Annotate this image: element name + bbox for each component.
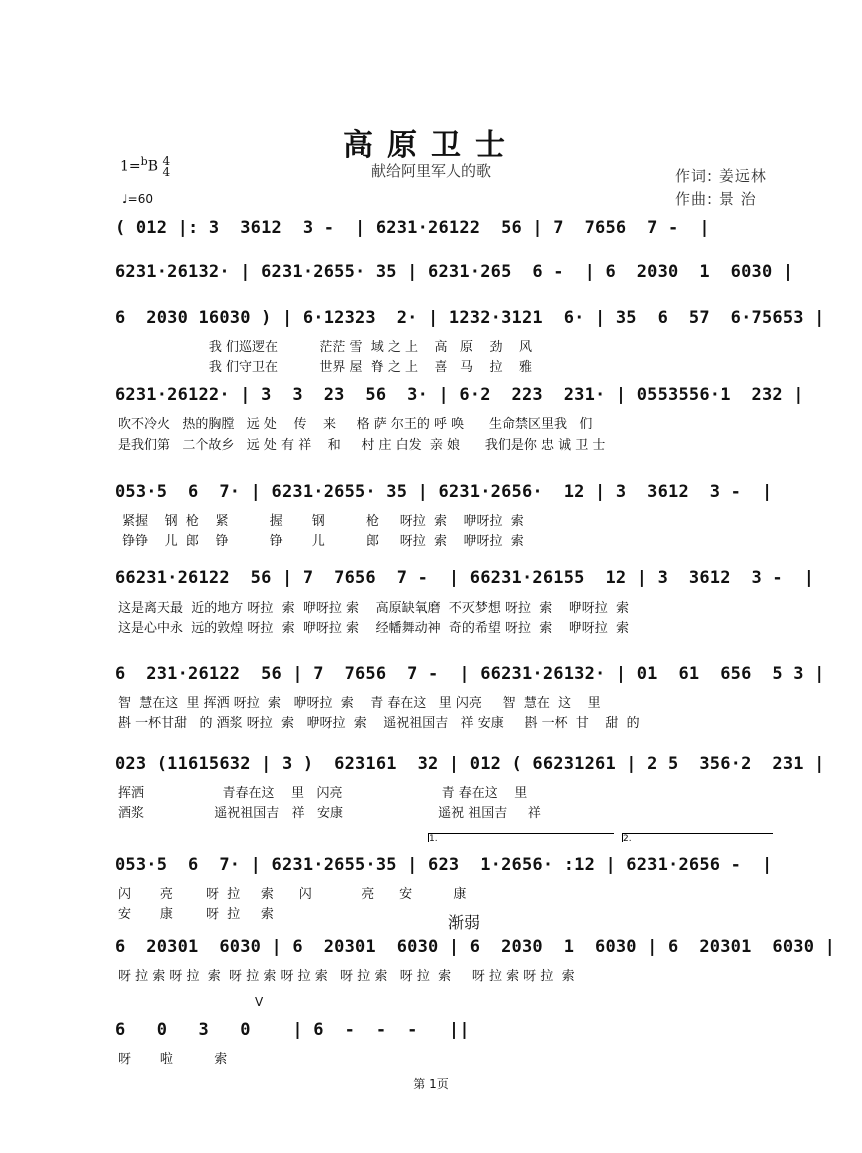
song-title: 高原卫士 — [343, 128, 519, 163]
score-line-1: ( 012 |: 3 3612 3 - | 6231·26122 56 | 7 7656 7 - | — [115, 218, 710, 238]
lyric-line-7a: 智 慧在这 里 挥洒 呀拉 索 咿呀拉 索 青 春在这 里 闪亮 智 慧在 这 里 — [118, 696, 601, 711]
tempo-marking: ♩=60 — [122, 192, 153, 206]
score-line-7: 6 231·26122 56 | 7 7656 7 - | 66231·26132· | 01 61 656 5 3 | — [115, 664, 825, 684]
time-signature: 4 4 — [162, 153, 171, 179]
lyric-line-8b: 酒浆 遥祝祖国吉 祥 安康 遥祝 祖国吉 祥 — [118, 806, 541, 821]
breath-mark: V — [255, 995, 264, 1009]
score-line-6: 66231·26122 56 | 7 7656 7 - | 66231·26155 12 | 3 3612 3 - | — [115, 568, 815, 588]
score-line-2: 6231·26132· | 6231·2655· 35 | 6231·265 6 - | 6 2030 1 6030 | — [115, 262, 794, 282]
score-line-4: 6231·26122· | 3 3 23 56 3· | 6·2 223 231· | 0553556·1 232 | — [115, 385, 804, 405]
dynamic-marking: 渐弱 — [448, 913, 481, 932]
second-ending-bracket: 2. — [622, 833, 773, 842]
score-line-5: 053·5 6 7· | 6231·2655· 35 | 6231·2656· 12 | 3 3612 3 - | — [115, 482, 773, 502]
lyric-line-4b: 是我们第 二个故乡 远 处 有 祥 和 村 庄 白发 亲 娘 我们是你 忠 诚 卫 士 — [118, 438, 606, 453]
lyric-line-3a: 我 们巡逻在 茫茫 雪 域 之 上 高 原 劲 风 — [118, 340, 533, 355]
score-line-11: 6 0 3 0 | 6 - - - || — [115, 1020, 470, 1040]
first-ending-bracket: 1. — [428, 833, 614, 842]
quarter-note-icon: ♩ — [122, 192, 128, 206]
lyric-line-9a: 闪 亮 呀 拉 索 闪 亮 安 康 — [118, 887, 467, 902]
lyric-line-8a: 挥洒 青春在这 里 闪亮 青 春在这 里 — [118, 786, 528, 801]
score-line-9: 053·5 6 7· | 6231·2655·35 | 623 1·2656· :12 | 6231·2656 - | — [115, 855, 773, 875]
lyric-line-3b: 我 们守卫在 世界 屋 脊 之 上 喜 马 拉 雅 — [118, 360, 533, 375]
composer-credit: 作曲: 景 治 — [675, 190, 757, 208]
lyric-line-5b: 铮铮 儿 郎 铮 铮 儿 郎 呀拉 索 咿呀拉 索 — [118, 534, 524, 549]
score-line-3: 6 2030 16030 ) | 6·12323 2· | 1232·3121 6· | 35 6 57 6·75653 | — [115, 308, 825, 328]
lyric-line-7b: 斟 一杯甘甜 的 酒浆 呀拉 索 咿呀拉 索 遥祝祖国吉 祥 安康 斟 一杯 甘 甜 的 — [118, 716, 640, 731]
lyric-line-4a: 吹不冷火 热的胸膛 远 处 传 来 格 萨 尔王的 呼 唤 生命禁区里我 们 — [118, 417, 593, 432]
lyric-line-6b: 这是心中永 远的敦煌 呀拉 索 咿呀拉 索 经幡舞动神 奇的希望 呀拉 索 咿呀拉 索 — [118, 621, 630, 636]
lyricist-credit: 作词: 姜远林 — [675, 167, 767, 185]
lyric-line-9b: 安 康 呀 拉 索 — [118, 907, 274, 922]
key-signature: 1=$^b$B 4 4 — [120, 153, 171, 179]
lyric-line-6a: 这是离天最 近的地方 呀拉 索 咿呀拉 索 高原缺氧磨 不灭梦想 呀拉 索 咿呀拉 索 — [118, 601, 630, 616]
page-number: 第 1页 — [413, 1077, 449, 1091]
lyric-line-10a: 呀 拉 索 呀 拉 索 呀 拉 索 呀 拉 索 呀 拉 索 呀 拉 索 呀 拉 索 呀 拉 索 — [118, 969, 575, 984]
score-line-10: 6 20301 6030 | 6 20301 6030 | 6 2030 1 6030 | 6 20301 6030 | — [115, 937, 836, 957]
flat-icon: b — [140, 155, 148, 168]
lyric-line-5a: 紧握 钢 枪 紧 握 钢 枪 呀拉 索 咿呀拉 索 — [118, 514, 524, 529]
song-subtitle: 献给阿里军人的歌 — [370, 162, 491, 180]
lyric-line-11a: 呀 啦 索 — [118, 1052, 228, 1067]
score-line-8: 023 (11615632 | 3 ) 623161 32 | 012 ( 66231261 | 2 5 356·2 231 | — [115, 754, 825, 774]
